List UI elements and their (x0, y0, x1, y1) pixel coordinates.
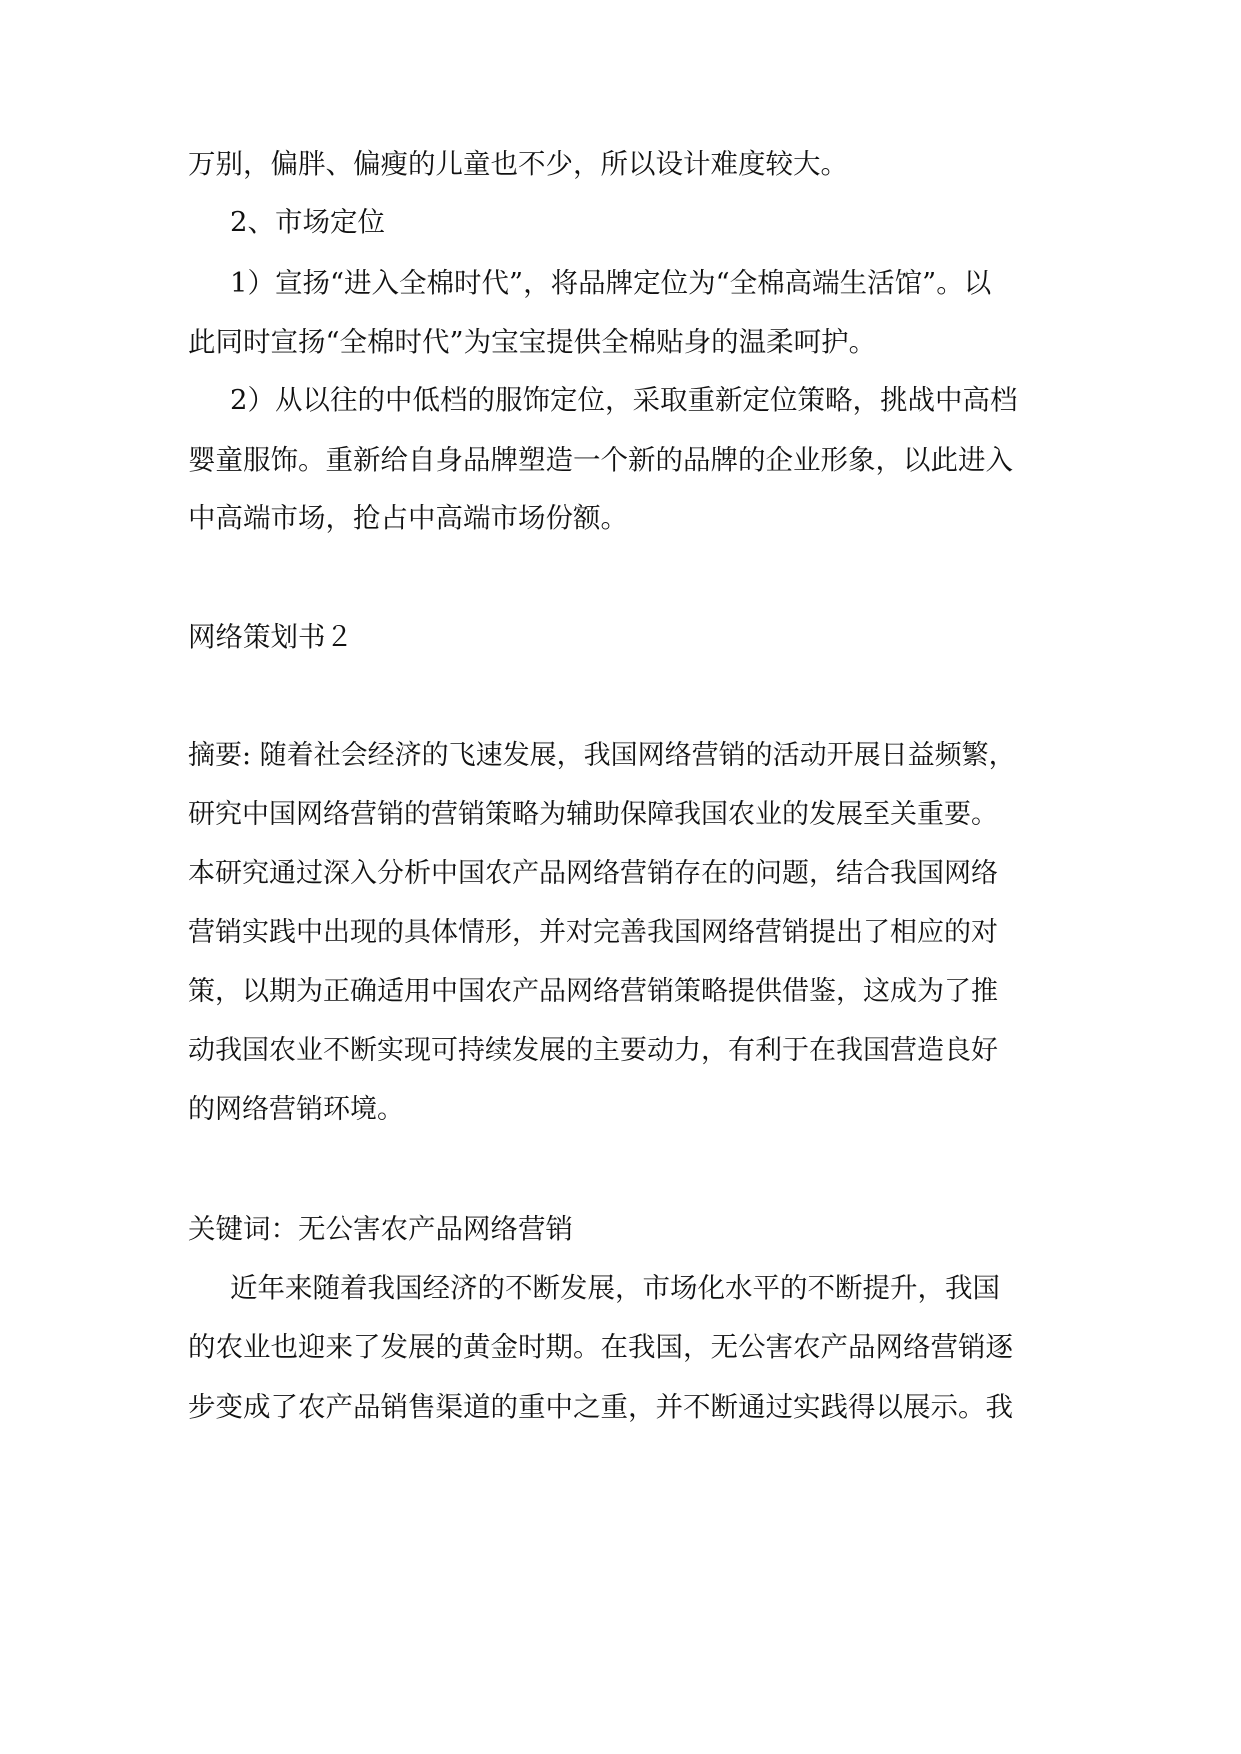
paragraph-line: 此同时宣扬“全棉时代”为宝宝提供全棉贴身的温柔呵护。 (188, 326, 877, 358)
paragraph-line: 万别，偏胖、偏瘦的儿童也不少，所以设计难度较大。 (188, 148, 848, 180)
paragraph-line: 近年来随着我国经济的不断发展，市场化水平的不断提升，我国 (230, 1272, 1000, 1304)
paragraph-line: 婴童服饰。重新给自身品牌塑造一个新的品牌的企业形象，以此进入 (188, 444, 1013, 476)
abstract-line: 的网络营销环境。 (188, 1094, 404, 1125)
abstract-line: 研究中国网络营销的营销策略为辅助保障我国农业的发展至关重要。 (188, 799, 998, 830)
paragraph-line: 步变成了农产品销售渠道的重中之重，并不断通过实践得以展示。我 (188, 1391, 1013, 1423)
document-title: 网络策划书２ (188, 621, 353, 653)
abstract-line: 本研究通过深入分析中国农产品网络营销存在的问题，结合我国网络 (188, 858, 998, 889)
abstract-line: 营销实践中出现的具体情形，并对完善我国网络营销提出了相应的对 (188, 917, 998, 948)
section-heading: 2、市场定位 (230, 206, 385, 238)
paragraph-line: 的农业也迎来了发展的黄金时期。在我国，无公害农产品网络营销逐 (188, 1331, 1013, 1363)
keywords-line: 关键词：无公害农产品网络营销 (188, 1213, 573, 1245)
paragraph-line: 2）从以往的中低档的服饰定位，采取重新定位策略，挑战中高档 (230, 384, 1018, 416)
abstract-line: 策，以期为正确适用中国农产品网络营销策略提供借鉴，这成为了推 (188, 976, 998, 1007)
paragraph-line: 1）宣扬“进入全棉时代”，将品牌定位为“全棉高端生活馆”。以 (230, 267, 992, 299)
abstract-line: 摘要: 随着社会经济的飞速发展，我国网络营销的活动开展日益频繁， (188, 740, 1016, 771)
paragraph-line: 中高端市场，抢占中高端市场份额。 (188, 502, 628, 534)
abstract-line: 动我国农业不断实现可持续发展的主要动力，有利于在我国营造良好 (188, 1035, 998, 1066)
